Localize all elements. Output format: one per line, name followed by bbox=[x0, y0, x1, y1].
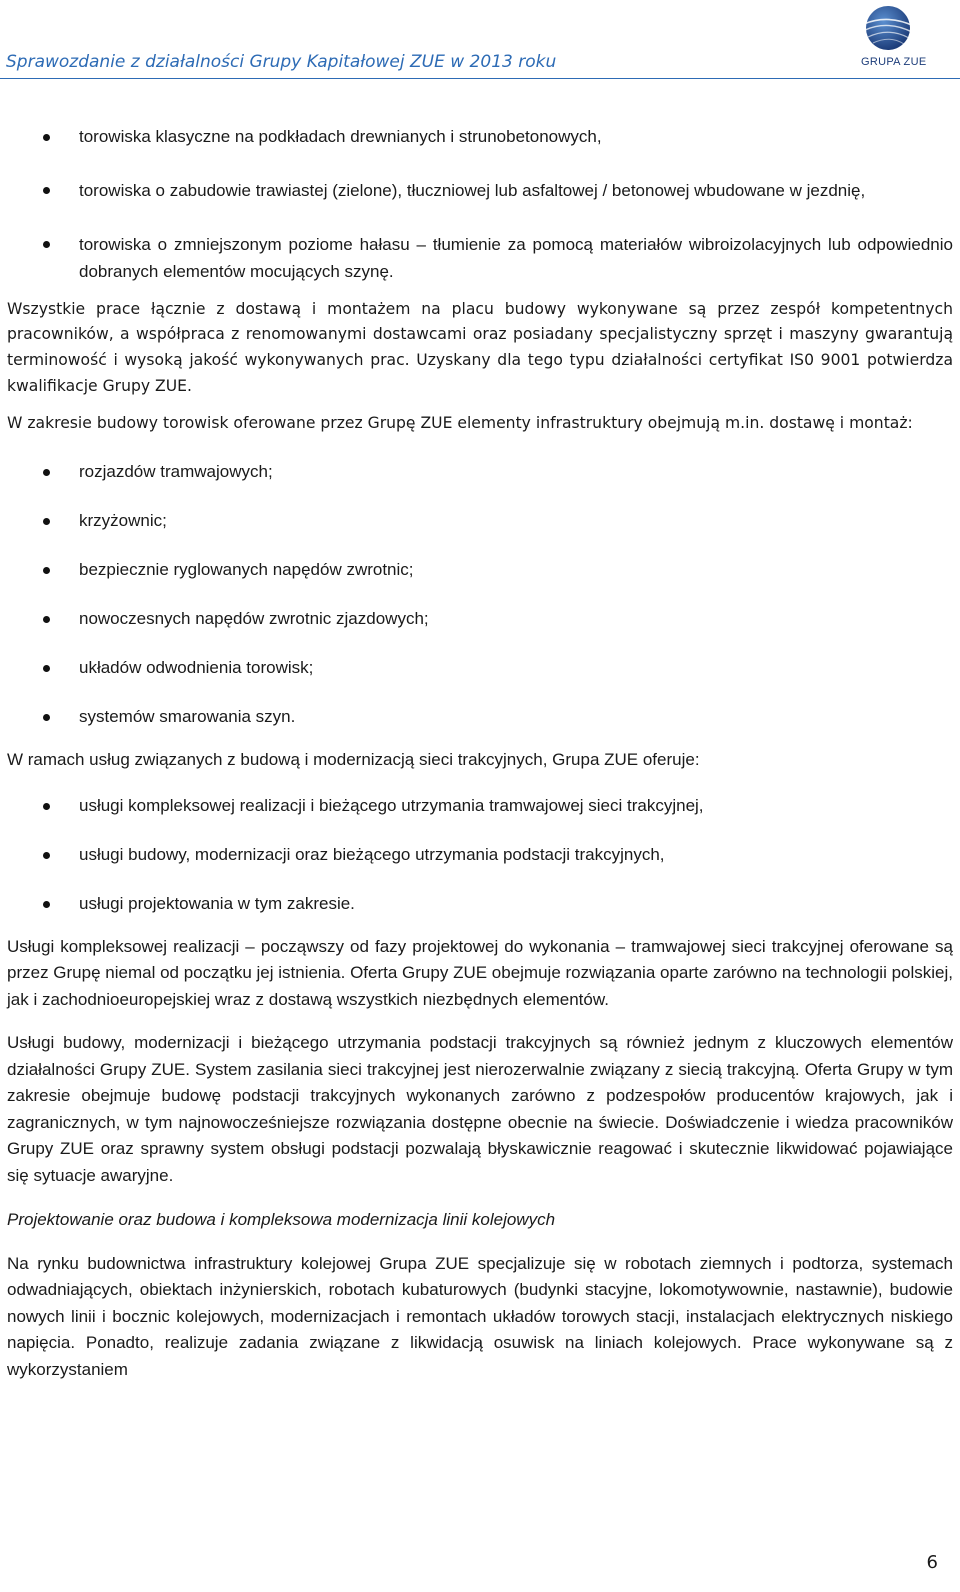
list-item: rozjazdów tramwajowych; bbox=[7, 459, 953, 485]
traction-services-list bbox=[7, 793, 953, 917]
list-item: usługi kompleksowej realizacji i bieżącego utrzymania tramwajowej sieci trakcyjnej, bbox=[7, 793, 953, 819]
list-item: torowiska o zmniejszonym poziome hałasu – tłumienie za pomocą materiałów wibroizolacyjnych lub odpowiednio dobranych elementów mocujących szynę. bbox=[7, 231, 953, 285]
list-item: systemów smarowania szyn. bbox=[7, 704, 953, 730]
list-item: torowiska o zabudowie trawiastej (zielone), tłuczniowej lub asfaltowej / betonowej wbudowane w jezdnię, bbox=[7, 177, 953, 204]
infrastructure-list bbox=[7, 459, 953, 730]
track-types-list bbox=[7, 124, 953, 285]
page-header bbox=[0, 0, 960, 84]
logo-text: GRUPA ZUE bbox=[861, 56, 927, 68]
paragraph: Usługi kompleksowej realizacji – począwszy od fazy projektowej do wykonania – tramwajowej sieci trakcyjnej oferowane są przez Grupę niemal od początku jej istnienia. Oferta Grupy ZUE obejmuje rozwiązania oparte zarówno na technologii polskiej, jak i zachodnioeuropejskiej wraz z dostawą wszystkich niezbędnych elementów. bbox=[7, 936, 953, 1009]
list-item: nowoczesnych napędów zwrotnic zjazdowych; bbox=[7, 606, 953, 632]
paragraph: Wszystkie prace łącznie z dostawą i montażem na placu budowy wykonywane są przez zespół kompetentnych pracowników, a współpraca z renomowanymi dostawcami oraz posiadany specjalistyczny sprzęt i maszyny gwarantują terminowość i wysoką jakość wykonywanych prac. Uzyskany dla tego typu działalności certyfikat IS0 9001 potwierdza kwalifikacje Grupy ZUE. bbox=[7, 299, 953, 395]
paragraph: W zakresie budowy torowisk oferowane przez Grupę ZUE elementy infrastruktury obejmują m.in. dostawę i montaż: bbox=[7, 413, 913, 432]
list-item: torowiska klasyczne na podkładach drewnianych i strunobetonowych, bbox=[7, 124, 953, 150]
paragraph: Na rynku budownictwa infrastruktury kolejowej Grupa ZUE specjalizuje się w robotach ziemnych i podtorza, systemach odwadniających, obiektach inżynierskich, robotach kubaturowych (budynki stacyjne, lokomotywownie, nastawnie), budowie nowych linii i bocznic kolejowych, modernizacjach i remontach układów torowych stacji, instalacjach elektrycznych niskiego napięcia. Ponadto, realizuje zadania związane z likwidacją osuwisk na liniach kolejowych. Prace wykonywane są z wykorzystaniem bbox=[7, 1253, 953, 1379]
header-rule bbox=[0, 78, 960, 79]
document-body bbox=[7, 120, 953, 1383]
paragraph: Usługi budowy, modernizacji i bieżącego utrzymania podstacji trakcyjnych są również jednym z kluczowych elementów działalności Grupy ZUE. System zasilania sieci trakcyjnej jest nierozerwalnie związany z siecią trakcyjną. Oferta Grupy w tym zakresie obejmuje budowę podstacji trakcyjnych wykonanych zarówno z podzespołów producentów krajowych, jak i zagranicznych, w tym najnowocześniejsze rozwiązania dostępne obecnie na świecie. Doświadczenie i wiedza pracowników Grupy ZUE oraz sprawny system obsługi podstacji pozwalają błyskawicznie reagować i skutecznie likwidować pojawiające się sytuacje awaryjne. bbox=[7, 1033, 953, 1185]
document-title: Sprawozdanie z działalności Grupy Kapitałowej ZUE w 2013 roku bbox=[6, 52, 557, 72]
list-item: usługi budowy, modernizacji oraz bieżącego utrzymania podstacji trakcyjnych, bbox=[7, 842, 953, 868]
section-heading: Projektowanie oraz budowa i kompleksowa modernizacja linii kolejowych bbox=[7, 1210, 556, 1230]
paragraph: W ramach usług związanych z budową i modernizacją sieci trakcyjnych, Grupa ZUE oferuje: bbox=[7, 749, 700, 769]
list-item: bezpiecznie ryglowanych napędów zwrotnic; bbox=[7, 557, 953, 583]
page-number: 6 bbox=[926, 1552, 938, 1573]
list-item: krzyżownic; bbox=[7, 508, 953, 534]
list-item: układów odwodnienia torowisk; bbox=[7, 655, 953, 681]
list-item: usługi projektowania w tym zakresie. bbox=[7, 891, 953, 917]
